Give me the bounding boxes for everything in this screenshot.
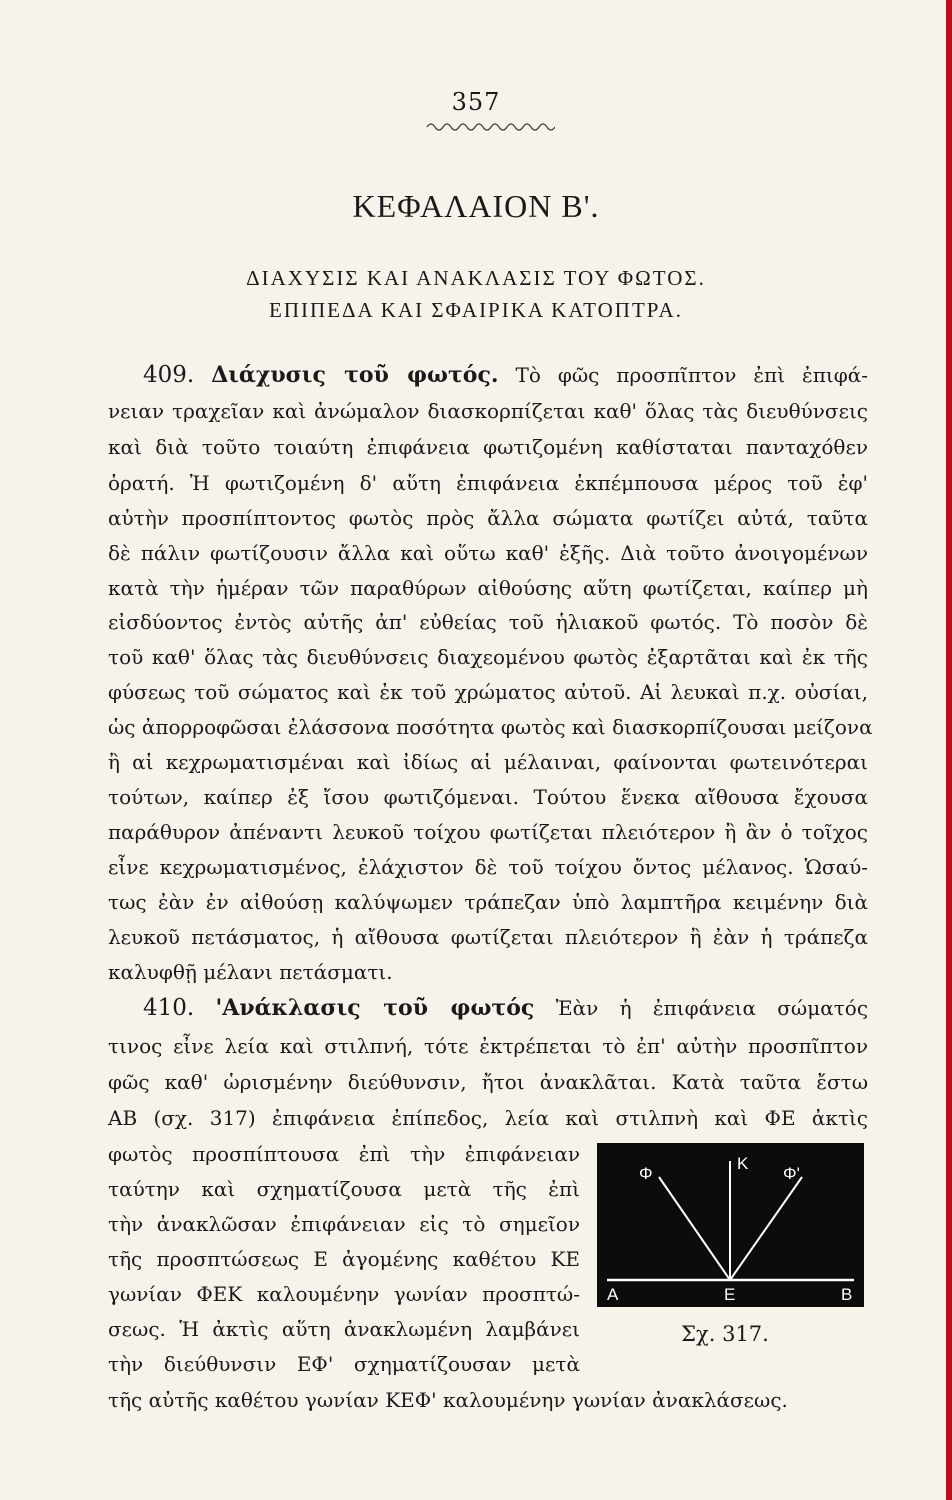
section-410-heading: 'Ανάκλασις τοῦ φωτός (215, 995, 535, 1021)
wavy-rule-ornament (425, 118, 555, 136)
text-line: ἢ αἱ κεχρωματισμέναι καὶ ἰδίως αἱ μέλαιναι, φαίνονται φωτεινότεραι (108, 750, 868, 774)
text-line: σεως. Ἡ ἀκτὶς αὕτη ἀνακλωμένη λαμβάνει (108, 1317, 580, 1341)
text-line: δὲ πάλιν φωτίζουσιν ἄλλα καὶ οὕτω καθ' ἑξῆς. Διὰ τοῦτο ἀνοιγομένων (108, 541, 868, 565)
section-409-opening-text: Τὸ φῶς προσπῖπτον ἐπὶ ἐπιφά- (515, 363, 869, 387)
text-line: φῶς καθ' ὡρισμένην διεύθυνσιν, ἤτοι ἀνακλᾶται. Κατὰ ταῦτα ἔστω (108, 1070, 868, 1094)
text-line: παράθυρον ἀπέναντι λευκοῦ τοίχου φωτίζεται πλειότερον ἢ ἂν ὁ τοῖχος (108, 820, 868, 844)
chapter-title: ΚΕΦΑΛΑΙΟΝ Β'. (352, 188, 600, 224)
page-number: 357 (451, 88, 501, 116)
text-line: τινος εἶνε λεία καὶ στιλπνή, τότε ἐκτρέπεται τὸ ἐπ' αὐτὴν προσπῖπτον (108, 1034, 868, 1058)
text-line: εἶνε κεχρωματισμένος, ἐλάχιστον δὲ τοῦ τοίχου ὄντος μέλανος. Ὡσαύ- (108, 855, 868, 879)
label-k: Κ (737, 1154, 749, 1173)
label-a: A (607, 1285, 619, 1304)
chapter-subtitle-2: ΕΠΙΠΕΔΑ ΚΑΙ ΣΦΑΙΡΙΚΑ ΚΑΤΟΠΤΡΑ. (269, 298, 683, 322)
text-line: ταύτην καὶ σχηματίζουσα μετὰ τῆς ἐπὶ (108, 1177, 580, 1201)
section-410-first-line (143, 991, 868, 1025)
text-line: τῆς αὐτῆς καθέτου γωνίαν ΚΕΦ' καλουμένην γωνίαν ἀνακλάσεως. (108, 1388, 788, 1412)
reflected-ray (730, 1177, 802, 1280)
text-line: τως ἐὰν ἐν αἰθούσῃ καλύψωμεν τράπεζαν ὑπὸ λαμπτῆρα κειμένην διὰ (108, 890, 868, 914)
text-line: φωτὸς προσπίπτουσα ἐπὶ τὴν ἐπιφάνειαν (108, 1142, 580, 1166)
section-410-opening-text: Ἐὰν ἡ ἐπιφάνεια σώματός (555, 996, 869, 1020)
text-line: τῆς προσπτώσεως Ε ἀγομένης καθέτου ΚΕ (108, 1247, 580, 1271)
text-line: γωνίαν ΦΕΚ καλουμένην γωνίαν προσπτώ- (108, 1282, 580, 1306)
text-line: τὴν διεύθυνσιν ΕΦ' σχηματίζουσαν μετὰ (108, 1352, 580, 1376)
text-line: τὴν ἀνακλῶσαν ἐπιφάνειαν εἰς τὸ σημεῖον (108, 1212, 580, 1236)
section-409-first-line (143, 358, 868, 392)
text-line: ὡς ἀπορροφῶσαι ἐλάσσονα ποσότητα φωτὸς καὶ διασκορπίζουσαι μείζονα (108, 715, 873, 739)
figure-caption: Σχ. 317. (681, 1322, 769, 1346)
text-line: καλυφθῇ μέλανι πετάσματι. (108, 960, 393, 984)
chapter-subtitle-1: ΔΙΑΧΥΣΙΣ ΚΑΙ ΑΝΑΚΛΑΣΙΣ ΤΟΥ ΦΩΤΟΣ. (246, 266, 706, 290)
label-e: E (724, 1285, 736, 1304)
text-line: λευκοῦ πετάσματος, ἡ αἴθουσα φωτίζεται πλειότερον ἢ ἐὰν ἡ τράπεζα (108, 925, 868, 949)
text-line: φύσεως τοῦ σώματος καὶ ἐκ τοῦ χρώματος αὐτοῦ. Αἱ λευκαὶ π.χ. οὐσίαι, (108, 680, 868, 704)
section-409-heading: Διάχυσις τοῦ φωτός. (211, 362, 499, 388)
section-410-number: 410. (143, 995, 195, 1021)
section-409-number: 409. (143, 362, 195, 388)
text-line: τοῦ καθ' ὅλας τὰς διευθύνσεις διαχεομένου φωτὸς ἐξαρτᾶται καὶ ἐκ τῆς (108, 645, 868, 669)
text-line: νειαν τραχεῖαν καὶ ἀνώμαλον διασκορπίζεται καθ' ὅλας τὰς διευθύνσεις (108, 399, 868, 423)
label-b: B (841, 1285, 853, 1304)
label-phi-prime: Φ' (783, 1164, 800, 1183)
incident-ray (659, 1177, 730, 1280)
label-phi: Φ (639, 1164, 653, 1183)
text-line: τούτων, καίπερ ἐξ ἴσου φωτιζόμεναι. Τούτου ἕνεκα αἴθουσα ἔχουσα (108, 785, 868, 809)
text-line: κατὰ τὴν ἡμέραν τῶν παραθύρων αἰθούσης αὕτη φωτίζεται, καίπερ μὴ (108, 576, 868, 600)
text-line: αὐτὴν προσπίπτοντος φωτὸς πρὸς ἄλλα σώματα φωτίζει αὐτά, ταῦτα (108, 506, 868, 530)
text-line: καὶ διὰ τοῦτο τοιαύτη ἐπιφάνεια φωτιζομένη καθίσταται πανταχόθεν (108, 435, 868, 459)
reflection-diagram (597, 1143, 864, 1307)
text-line: ὁρατή. Ἡ φωτιζομένη δ' αὕτη ἐπιφάνεια ἐκπέμπουσα μέρος τοῦ ἐφ' (108, 471, 868, 495)
text-line: ΑΒ (σχ. 317) ἐπιφάνεια ἐπίπεδος, λεία καὶ στιλπνὴ καὶ ΦΕ ἀκτὶς (108, 1106, 868, 1130)
text-line: εἰσδύοντος ἐντὸς αὐτῆς ἀπ' εὐθείας τοῦ ἡλιακοῦ φωτός. Τὸ ποσὸν δὲ (108, 610, 868, 634)
